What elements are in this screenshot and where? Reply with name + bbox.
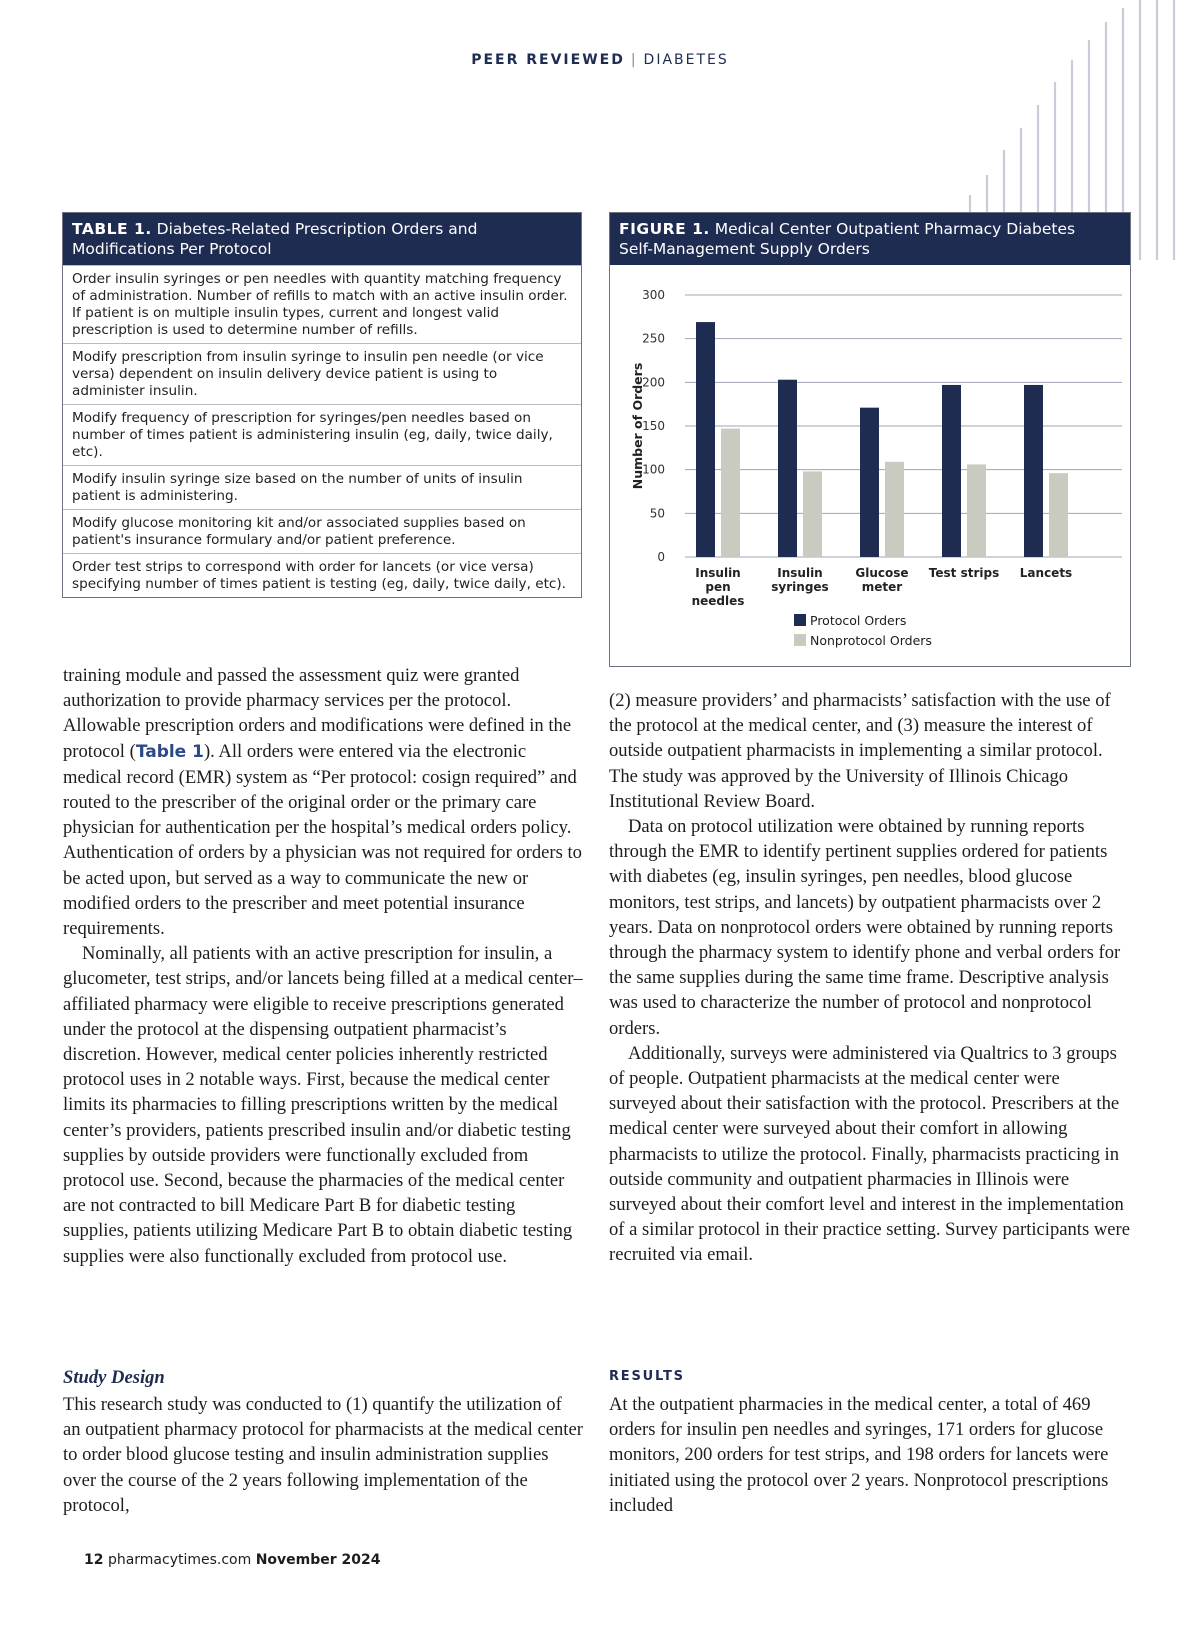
paragraph (63, 663, 583, 941)
x-tick-label: pen (705, 580, 731, 594)
chart-legend (794, 610, 932, 650)
table-1 (62, 212, 582, 598)
table-1-header (63, 213, 581, 265)
paragraph: Nominally, all patients with an active prescription for insulin, a glucometer, test strips, and/or lancets being filled at a medical center–affiliated pharmacy were eligible to receive prescriptions generated under the protocol at the dispensing outpatient pharmacist’s discretion. However, medical center policies inherently restricted protocol uses in 2 notable ways. First, because the medical center limits its pharmacies to filling prescriptions written by the medical center’s providers, patients prescribed insulin and/or diabetic testing supplies by outside providers were functionally excluded from protocol use. Second, because the pharmacies of the medical center are not contracted to bill Medicare Part B for diabetic testing supplies, patients utilizing Medicare Part B to obtain diabetic testing supplies were also functionally excluded from protocol use. (63, 943, 583, 1267)
legend-item-nonprotocol (794, 630, 932, 650)
figure-1-label: FIGURE 1. (619, 220, 710, 238)
bar-chart (610, 265, 1130, 610)
paragraph: Additionally, surveys were administered via Qualtrics to 3 groups of people. Outpatient pharmacists at the medical center were surveyed about their satisfaction with the protocol. Prescribers at the medical center were surveyed about their comfort in allowing pharmacists to utilize the protocol. Finally, pharmacists practicing in outside community and outpatient pharmacies in Illinois were surveyed about their comfort level and interest in the implementation of a similar protocol in their practice setting. Survey participants were recruited via email. (609, 1042, 1130, 1266)
y-axis-label: Number of Orders (630, 362, 645, 490)
table-1-label: TABLE 1. (72, 220, 152, 238)
study-design-text: This research study was conducted to (1) quantify the utilization of an outpatient pharmacy protocol for pharmacists at the medical center to order blood glucose testing and insulin administration supplies over the course of the 2 years following implementation of the protocol, (63, 1394, 583, 1516)
legend-item-protocol (794, 610, 932, 630)
running-header (0, 52, 1200, 68)
y-tick-label: 50 (649, 506, 665, 521)
paragraph-text: ). All orders were entered via the electronic medical record (EMR) system as “Per protocol: cosign required” and routed to the prescriber of the original order or the primary care physician for authentication per the hospital’s medical orders policy. Authentication of orders by a physician was not required for orders to be acted upon, but served as a way to communicate the new or modified orders to the prescriber and meet potential insurance requirements. (63, 740, 582, 940)
legend-swatch-protocol (794, 614, 806, 626)
results-text: At the outpatient pharmacies in the medical center, a total of 469 orders for insulin pen needles and syringes, 171 orders for glucose monitors, 200 orders for test strips, and 198 orders for lancets were initiated using the protocol over 2 years. Nonprotocol prescriptions included (609, 1394, 1109, 1516)
bar-nonprotocol (967, 464, 986, 557)
y-tick-label: 100 (642, 462, 665, 477)
header-section: PEER REVIEWED (471, 52, 625, 68)
x-tick-label: Test strips (928, 566, 1000, 580)
table-row: Modify glucose monitoring kit and/or associated supplies based on patient's insurance formulary and/or patient preference. (63, 509, 581, 553)
bar-nonprotocol (721, 429, 740, 557)
bar-protocol (778, 380, 797, 557)
x-tick-label: Lancets (1019, 566, 1073, 580)
table-1-reference[interactable]: Table 1 (135, 741, 204, 762)
x-tick-label: Glucose (855, 566, 909, 580)
x-tick-label: needles (691, 594, 745, 608)
bar-nonprotocol (1049, 473, 1068, 557)
paragraph: (2) measure providers’ and pharmacists’ satisfaction with the use of the protocol at the medical center, and (3) measure the interest of outside outpatient pharmacists in implementing a similar protocol. The study was approved by the University of Illinois Chicago Institutional Review Board. (609, 690, 1111, 812)
study-design-heading: Study Design (63, 1367, 165, 1388)
body-right-column (609, 688, 1131, 1268)
x-tick-label: syringes (771, 580, 829, 594)
y-tick-label: 300 (642, 288, 665, 302)
paragraph: Data on protocol utilization were obtained by running reports through the EMR to identify pertinent supplies ordered for patients with diabetes (eg, insulin syringes, pen needles, blood glucose monitors, test strips, and lancets) by outpatient pharmacists over 2 years. Data on nonprotocol orders were obtained by running reports through the pharmacy system to identify phone and verbal orders for the same supplies during the same time frame. Descriptive analysis was used to characterize the number of protocol and nonprotocol orders. (609, 816, 1121, 1039)
figure-1-title-line2: Self-Management Supply Orders (619, 240, 870, 258)
table-row: Order test strips to correspond with order for lancets (or vice versa) specifying number of times patient is testing (eg, daily, twice daily, etc). (63, 553, 581, 597)
bar-protocol (696, 322, 715, 557)
paragraph-text: training module and passed the assessment quiz were granted authorization to provide pharmacy services per the protocol. Allowable prescription orders and modifications were defined in the protocol ( (63, 665, 572, 762)
header-separator: | (630, 52, 638, 68)
page-footer (84, 1552, 381, 1568)
table-row: Modify insulin syringe size based on the number of units of insulin patient is administering. (63, 465, 581, 509)
table-1-title-line1: Diabetes-Related Prescription Orders and (156, 220, 478, 238)
bar-nonprotocol (885, 462, 904, 557)
body-left-column (63, 663, 583, 1269)
figure-1-header (610, 213, 1130, 265)
footer-site: pharmacytimes.com (107, 1552, 252, 1568)
x-tick-label: meter (861, 580, 903, 594)
y-tick-label: 150 (642, 419, 665, 433)
y-tick-label: 0 (657, 550, 665, 564)
footer-issue: November 2024 (255, 1552, 381, 1568)
figure-1-title-line1: Medical Center Outpatient Pharmacy Diabetes (714, 220, 1076, 238)
bar-protocol (1024, 385, 1043, 557)
table-row: Order insulin syringes or pen needles with quantity matching frequency of administration. Number of refills to match with an active insulin order. If patient is on multiple insulin types, current and longest valid prescription is used to determine number of refills. (63, 265, 581, 343)
header-category: DIABETES (643, 52, 729, 68)
figure-1 (609, 212, 1131, 667)
x-tick-label: Insulin (777, 566, 823, 580)
y-tick-label: 200 (642, 375, 665, 390)
page-number: 12 (84, 1552, 104, 1568)
table-row: Modify prescription from insulin syringe to insulin pen needle (or vice versa) dependent on insulin delivery device patient is using to administer insulin. (63, 343, 581, 404)
results-heading: RESULTS (609, 1369, 685, 1384)
bar-protocol (942, 385, 961, 557)
table-row: Modify frequency of prescription for syringes/pen needles based on number of times patient is administering insulin (eg, daily, twice daily, etc). (63, 404, 581, 465)
bar-nonprotocol (803, 471, 822, 557)
bar-protocol (860, 408, 879, 557)
legend-label-protocol: Protocol Orders (810, 612, 907, 628)
x-tick-label: Insulin (695, 566, 741, 580)
legend-label-nonprotocol: Nonprotocol Orders (810, 632, 932, 648)
table-1-title-line2: Modifications Per Protocol (72, 240, 272, 258)
legend-swatch-nonprotocol (794, 634, 806, 646)
y-tick-label: 250 (642, 331, 665, 346)
